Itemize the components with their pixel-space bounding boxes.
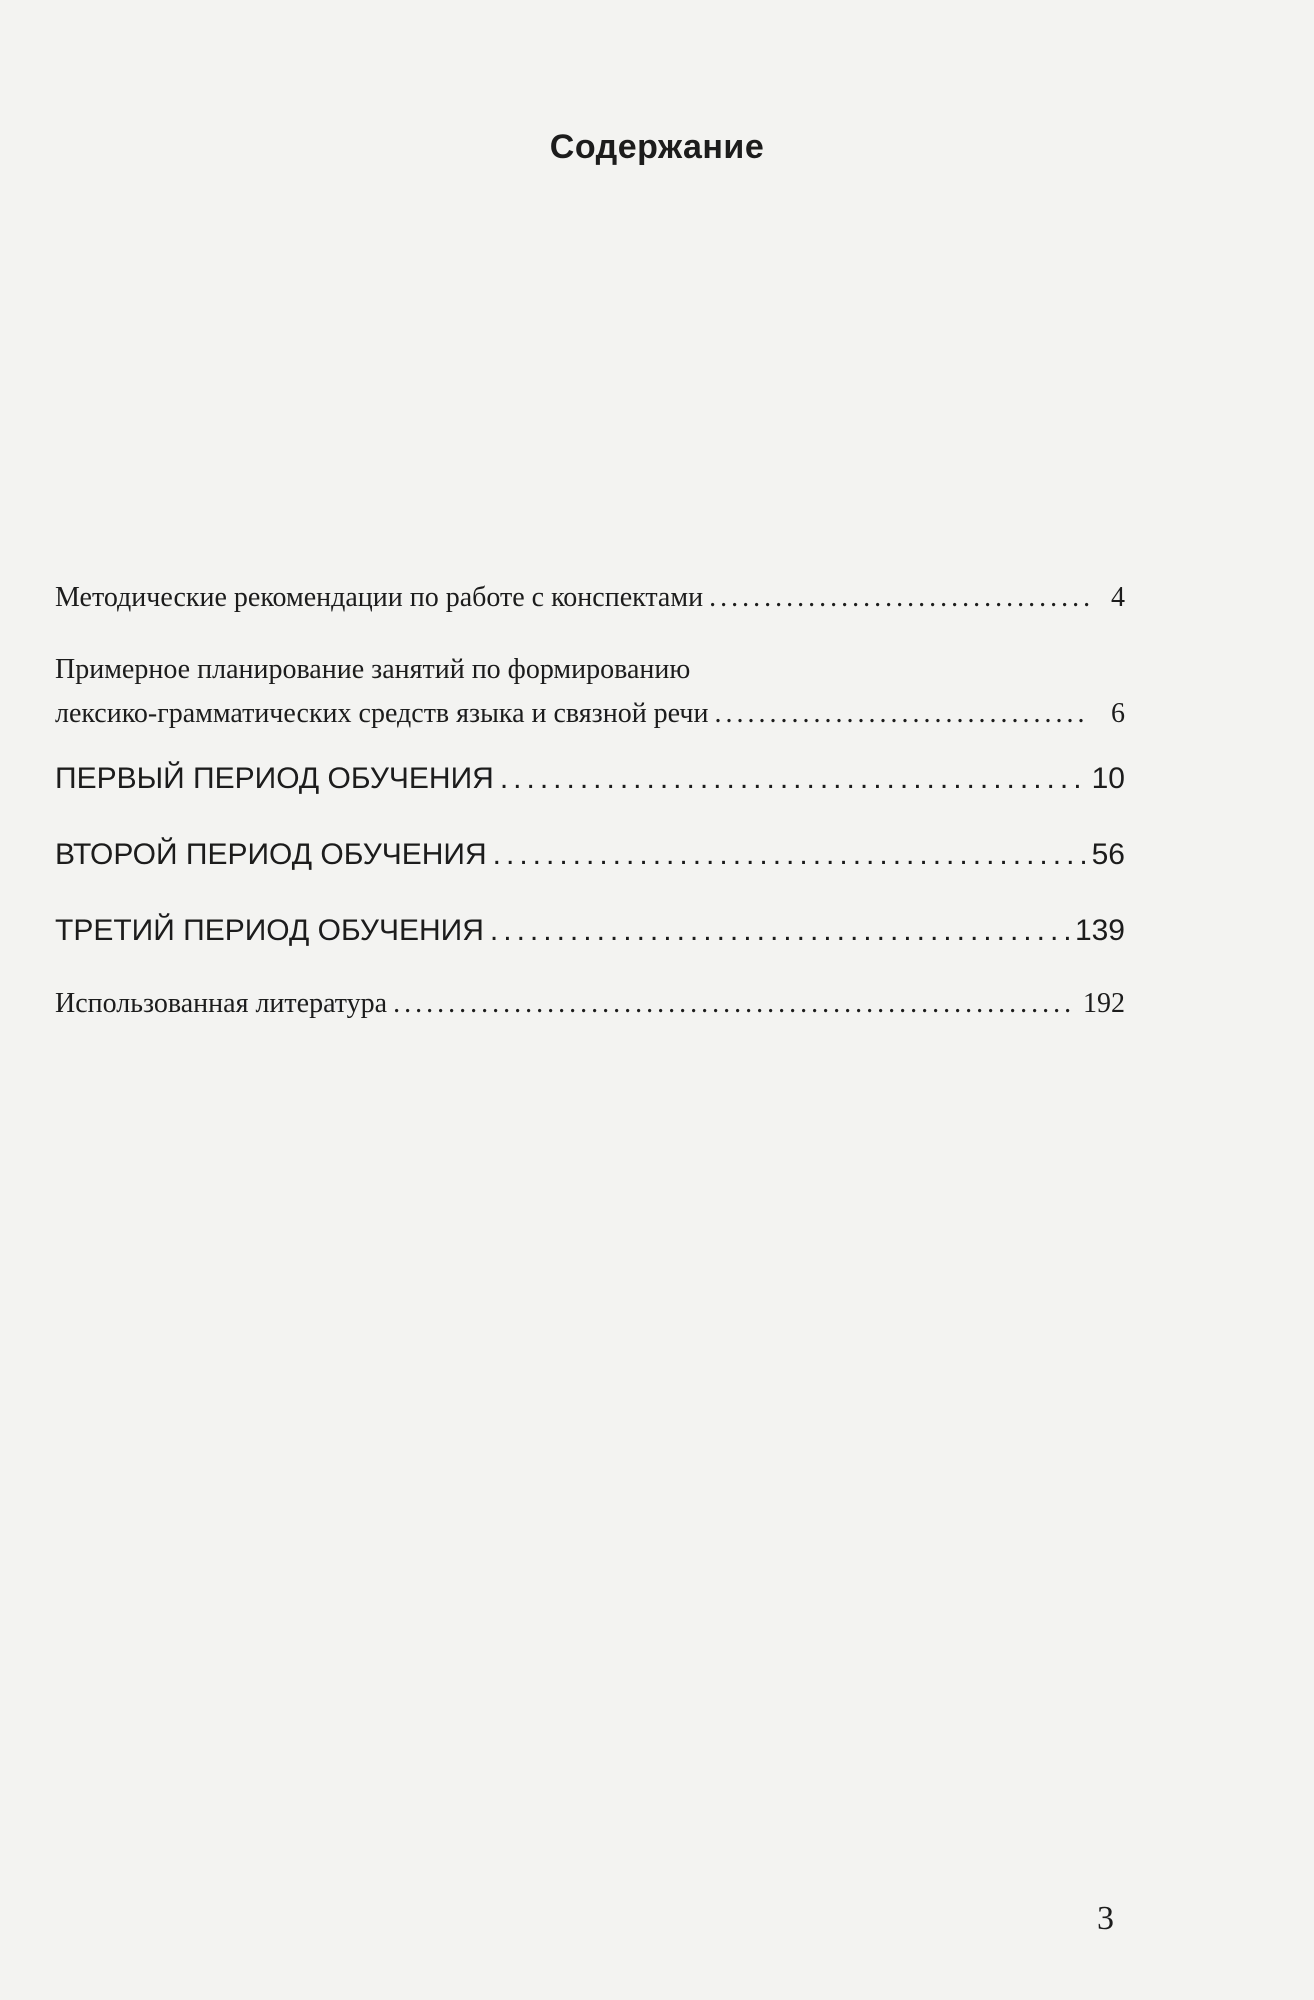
toc-entry-label: Использованная литература (55, 988, 388, 1019)
page-title: Содержание (549, 128, 765, 166)
toc-entry-methodical-recommendations[interactable] (55, 582, 1125, 614)
toc-entry-label-line2: лексико-грамматических средств языка и связной речи (55, 698, 709, 729)
toc-entry-label: ТРЕТИЙ ПЕРИОД ОБУЧЕНИЯ (55, 914, 484, 947)
toc-leader-dots (490, 914, 1069, 948)
toc-page-number: 56 (1091, 838, 1125, 871)
toc-entry-first-period[interactable] (55, 762, 1125, 796)
toc-entry-references[interactable] (55, 988, 1125, 1020)
toc-leader-dots (493, 838, 1086, 872)
toc-entry-label: ПЕРВЫЙ ПЕРИОД ОБУЧЕНИЯ (55, 762, 494, 795)
toc-page-number: 6 (1111, 698, 1125, 729)
toc-entry-label: Методические рекомендации по работе с конспектами (55, 582, 704, 613)
toc-leader-dots (714, 698, 1089, 730)
toc-entry-label: ВТОРОЙ ПЕРИОД ОБУЧЕНИЯ (55, 838, 487, 871)
page-number: 3 (1097, 1900, 1114, 1937)
toc-entry-planning[interactable] (55, 654, 1125, 730)
toc-page-number: 192 (1083, 988, 1125, 1019)
toc-entry-label-line1: Примерное планирование занятий по формированию (55, 654, 691, 685)
toc-entry-third-period[interactable] (55, 914, 1125, 948)
toc-leader-dots (709, 582, 1089, 614)
toc-page-number: 4 (1111, 582, 1125, 613)
toc-leader-dots (393, 988, 1077, 1020)
toc-page-number: 139 (1074, 914, 1125, 947)
toc-page-number: 10 (1091, 762, 1125, 795)
toc-leader-dots (500, 762, 1086, 796)
toc-entry-second-period[interactable] (55, 838, 1125, 872)
